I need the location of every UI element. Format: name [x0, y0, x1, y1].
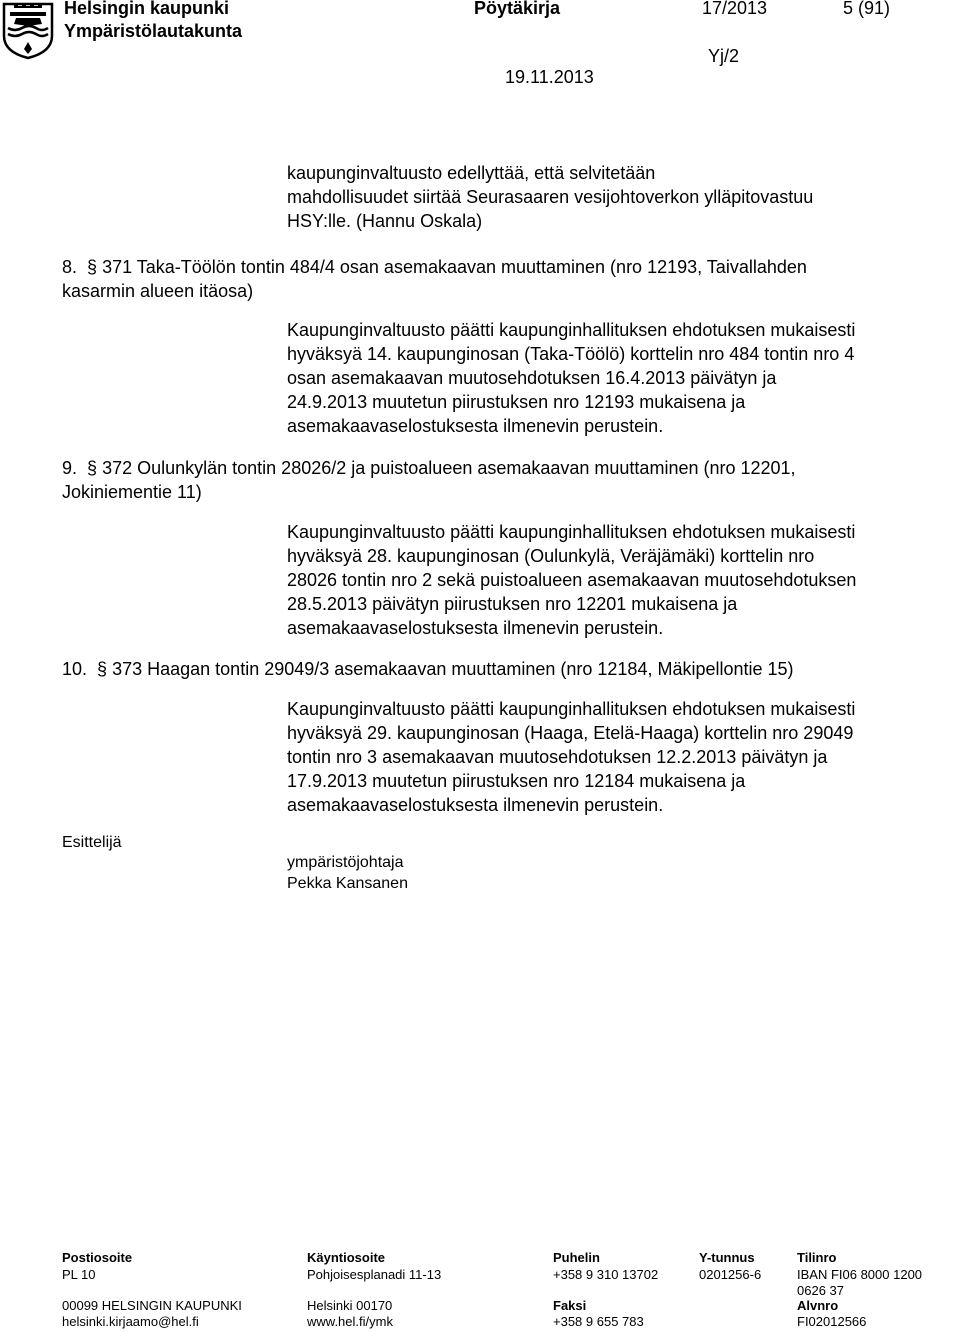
item-number: 8. [62, 257, 78, 277]
item-title: 373 Haagan tontin 29049/3 asemakaavan muuttaminen (nro 12184, Mäkipellontie 15) [112, 659, 794, 679]
item-9-heading [62, 456, 796, 504]
unit-name: Ympäristölautakunta [64, 21, 243, 41]
account-heading: Tilinro [797, 1250, 837, 1265]
text-line: asemakaavaselostuksesta ilmenevin perustein. [287, 618, 664, 638]
section-symbol: § [87, 257, 98, 277]
helsinki-crest-logo [2, 2, 54, 60]
account-line: 0626 37 [797, 1283, 844, 1298]
vat-heading: Alvnro [797, 1298, 839, 1313]
text-line: Kaupunginvaltuusto päätti kaupunginhallituksen ehdotuksen mukaisesti [287, 522, 856, 542]
visit-heading: Käyntiosoite [307, 1250, 386, 1265]
text-line: Kaupunginvaltuusto päätti kaupunginhallituksen ehdotuksen mukaisesti [287, 699, 856, 719]
account-line: IBAN FI06 8000 1200 [797, 1267, 923, 1282]
text-line: hyväksyä 29. kaupunginosan (Haaga, Etelä-Haaga) korttelin nro 29049 [287, 723, 854, 743]
vat-value: FI02012566 [797, 1314, 867, 1329]
item-10-heading [62, 657, 794, 681]
item-title: 372 Oulunkylän tontin 28026/2 ja puistoalueen asemakaavan muuttaminen (nro 12201, [102, 458, 796, 478]
text-line: Kaupunginvaltuusto päätti kaupunginhallituksen ehdotuksen mukaisesti [287, 320, 856, 340]
section-symbol: § [97, 659, 108, 679]
business-id-heading: Y-tunnus [699, 1250, 755, 1265]
text-line: kaupunginvaltuusto edellyttää, että selvitetään [287, 163, 656, 183]
item-title: 371 Taka-Töölön tontin 484/4 osan asemakaavan muuttaminen (nro 12193, Taivallahden [102, 257, 807, 277]
intro-paragraph [287, 161, 813, 233]
text-line: hyväksyä 14. kaupunginosan (Taka-Töölö) korttelin nro 484 tontin nro 4 [287, 344, 855, 364]
phone-heading: Puhelin [553, 1250, 600, 1265]
item-8-decision [287, 318, 855, 438]
text-line: 17.9.2013 muutetun piirustuksen nro 12184 mukaisena ja [287, 771, 746, 791]
presenter-name: Pekka Kansanen [287, 875, 408, 892]
item-8-heading [62, 255, 807, 303]
visit-line: Pohjoisesplanadi 11-13 [307, 1267, 442, 1282]
fax-heading: Faksi [553, 1298, 587, 1313]
text-line: tontin nro 3 asemakaavan muutosehdotuksen 12.2.2013 päivätyn ja [287, 747, 828, 767]
fax-value: +358 9 655 783 [553, 1314, 644, 1329]
text-line: hyväksyä 28. kaupunginosan (Oulunkylä, Veräjämäki) korttelin nro [287, 546, 815, 566]
postal-line: 00099 HELSINGIN KAUPUNKI [62, 1298, 242, 1313]
website-link[interactable]: www.hel.fi/ymk [307, 1314, 393, 1329]
text-line: 28.5.2013 päivätyn piirustuksen nro 12201 mukaisena ja [287, 594, 738, 614]
postal-line: PL 10 [62, 1267, 96, 1282]
org-name: Helsingin kaupunki [64, 0, 230, 18]
item-title-cont: kasarmin alueen itäosa) [62, 281, 254, 301]
business-id-value: 0201256-6 [699, 1267, 762, 1282]
section-code: Yj/2 [708, 46, 740, 66]
text-line: osan asemakaavan muutosehdotuksen 16.4.2013 päivätyn ja [287, 368, 777, 388]
text-line: asemakaavaselostuksesta ilmenevin perustein. [287, 416, 664, 436]
item-title-cont: Jokiniementie 11) [62, 482, 202, 502]
presenter-block [287, 852, 408, 894]
presenter-title: ympäristöjohtaja [287, 854, 404, 871]
item-number: 9. [62, 458, 78, 478]
text-line: HSY:lle. (Hannu Oskala) [287, 211, 483, 231]
text-line: asemakaavaselostuksesta ilmenevin perustein. [287, 795, 664, 815]
email-link[interactable]: helsinki.kirjaamo@hel.fi [62, 1314, 199, 1329]
text-line: 28026 tontin nro 2 sekä puistoalueen asemakaavan muutosehdotuksen [287, 570, 857, 590]
doc-type: Pöytäkirja [474, 0, 561, 18]
text-line: 24.9.2013 muutetun piirustuksen nro 12193 mukaisena ja [287, 392, 746, 412]
page-number: 5 (91) [843, 0, 891, 18]
visit-line: Helsinki 00170 [307, 1298, 393, 1313]
item-number: 10. [62, 659, 88, 679]
postal-heading: Postiosoite [62, 1250, 133, 1265]
item-10-decision [287, 697, 855, 817]
section-symbol: § [87, 458, 98, 478]
item-9-decision [287, 520, 856, 640]
doc-number: 17/2013 [702, 0, 768, 18]
presenter-label: Esittelijä [62, 834, 122, 851]
meeting-date: 19.11.2013 [505, 67, 594, 87]
text-line: mahdollisuudet siirtää Seurasaaren vesijohtoverkon ylläpitovastuu [287, 187, 814, 207]
phone-value: +358 9 310 13702 [553, 1267, 659, 1282]
